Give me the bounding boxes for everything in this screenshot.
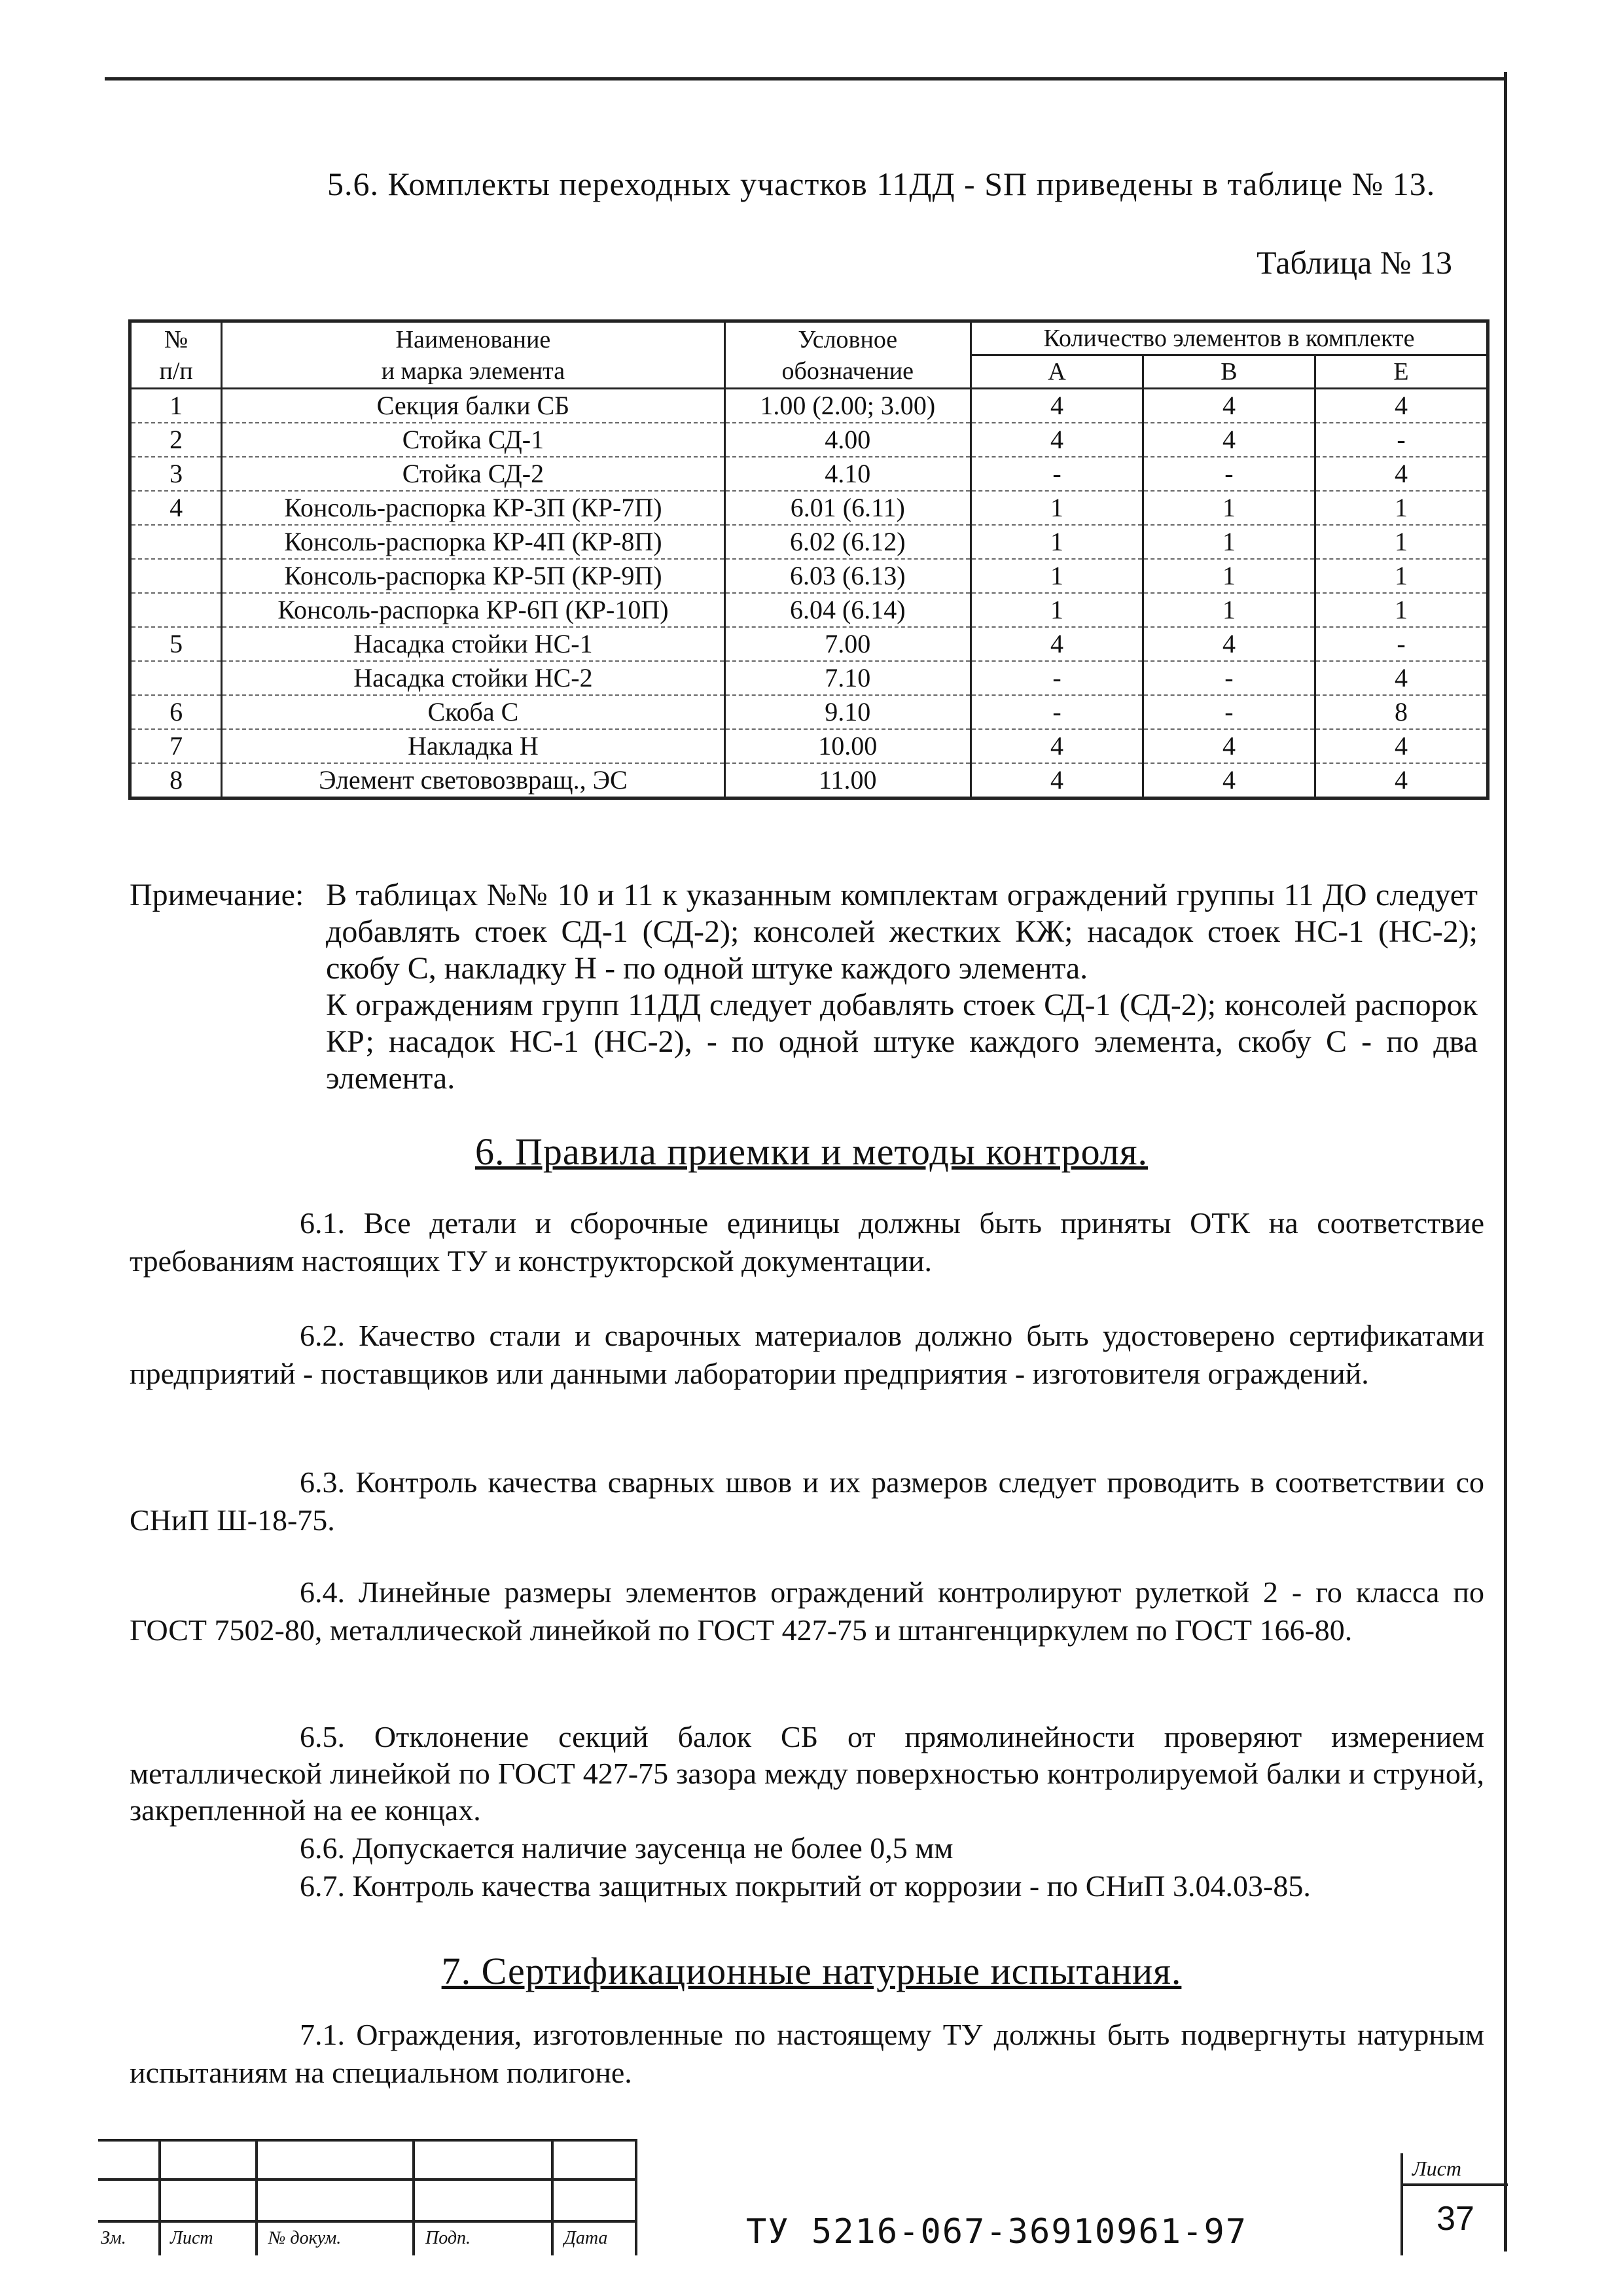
paragraph-7-1-text: Ограждения, изготовленные по настоящему ТУ должны быть подвергнуты натурным испытаниям на специальном полигоне. [130,2018,1484,2089]
row-name: Насадка стойки НС-2 [222,661,724,695]
paragraph-6-4-text: Линейные размеры элементов ограждений контролируют рулеткой 2 - го класса по ГОСТ 7502-80, металлической линейкой по ГОСТ 427-75 и штангенциркулем по ГОСТ 166-80. [130,1575,1484,1647]
row-qty-b: 1 [1143,559,1315,593]
paragraph-6-2-number: 6.2. [300,1319,345,1352]
row-number: 3 [130,457,222,491]
row-code: 6.04 (6.14) [724,593,971,627]
header-name [222,321,724,389]
row-qty-e: 4 [1315,389,1488,423]
paragraph-7-1 [130,2016,1484,2092]
paragraph-6-1-number: 6.1. [300,1206,345,1240]
paragraph-6-3-number: 6.3. [300,1465,345,1499]
row-qty-e: 1 [1315,491,1488,525]
paragraph-6-1 [130,1204,1484,1280]
table-row [130,695,1488,729]
stamp-col-change: Зм. [101,2228,126,2248]
table-row [130,389,1488,423]
row-name: Консоль-распорка КР-6П (КР-10П) [222,593,724,627]
row-qty-b: 1 [1143,525,1315,559]
row-qty-a: 4 [971,389,1143,423]
stamp-divider-3 [412,2139,415,2255]
stamp-divider-1 [158,2139,161,2255]
table-row [130,491,1488,525]
row-qty-a: 1 [971,491,1143,525]
table-row [130,525,1488,559]
paragraph-7-1-number: 7.1. [300,2018,345,2051]
row-qty-e: 4 [1315,457,1488,491]
paragraph-6-7 [130,1868,1484,1905]
row-number [130,593,222,627]
paragraph-6-7-text: 6.7. Контроль качества защитных покрытий от коррозии - по СНиП 3.04.03-85. [300,1869,1311,1903]
stamp-col-date: Дата [564,2228,608,2248]
section-6-title: 6. Правила приемки и методы контроля. [474,1130,1149,1173]
header-code-line2: обозначение [781,357,914,385]
paragraph-6-5-text: Отклонение секций балок СБ от прямолинейности проверяют измерением металлической линейкой по ГОСТ 427-75 зазора между поверхностью контролируемой балки и струной, закрепленной на ее концах. [130,1720,1484,1827]
row-qty-b: 4 [1143,763,1315,798]
intro-paragraph: 5.6. Комплекты переходных участков 11ДД - SП приведены в таблице № 13. [327,166,1436,202]
paragraph-6-5-number: 6.5. [300,1720,345,1753]
header-number-line2: п/п [159,357,193,385]
paragraph-6-5 [130,1719,1484,1829]
row-name: Консоль-распорка КР-5П (КР-9П) [222,559,724,593]
row-number [130,661,222,695]
header-number [130,321,222,389]
header-quantity: Количество элементов в комплекте [971,321,1488,355]
row-code: 7.10 [724,661,971,695]
header-col-a: А [971,355,1143,389]
row-code: 4.10 [724,457,971,491]
paragraph-6-6-text: 6.6. Допускается наличие заусенца не более 0,5 мм [300,1831,954,1865]
header-name-line1: Наименование [395,325,551,353]
row-qty-a: - [971,457,1143,491]
row-qty-e: 1 [1315,525,1488,559]
row-number: 1 [130,389,222,423]
sheet-number: 37 [1436,2200,1474,2238]
paragraph-6-2-text: Качество стали и сварочных материалов должно быть удостоверено сертификатами предприятий - поставщиков или данными лаборатории предприятия - изготовителя ограждений. [130,1319,1485,1390]
row-qty-b: 4 [1143,729,1315,763]
row-code: 6.01 (6.11) [724,491,971,525]
row-code: 10.00 [724,729,971,763]
stamp-col-sign: Подп. [425,2228,471,2248]
row-name: Насадка стойки НС-1 [222,627,724,661]
row-number [130,559,222,593]
paragraph-6-6 [130,1830,1484,1867]
row-qty-a: 4 [971,729,1143,763]
table-row [130,729,1488,763]
row-qty-a: - [971,695,1143,729]
row-qty-a: 1 [971,593,1143,627]
note-paragraph-2: К ограждениям групп 11ДД следует добавлять стоек СД-1 (СД-2); консолей распорок КР; насадок НС-1 (НС-2), - по одной штуке каждого элемента, скобу С - по два элемента. [326,988,1478,1096]
table-row [130,423,1488,457]
row-number: 2 [130,423,222,457]
row-qty-e: 1 [1315,559,1488,593]
row-qty-e: - [1315,627,1488,661]
row-name: Секция балки СБ [222,389,724,423]
row-qty-e: - [1315,423,1488,457]
stamp-divider-5 [635,2139,637,2255]
row-number: 6 [130,695,222,729]
table-row [130,763,1488,798]
row-name: Консоль-распорка КР-4П (КР-8П) [222,525,724,559]
row-name: Стойка СД-2 [222,457,724,491]
row-qty-e: 4 [1315,763,1488,798]
paragraph-6-3 [130,1463,1484,1539]
row-qty-e: 1 [1315,593,1488,627]
row-qty-a: 1 [971,559,1143,593]
table-row [130,593,1488,627]
row-qty-b: 1 [1143,491,1315,525]
row-qty-e: 4 [1315,729,1488,763]
sheet-label: Лист [1403,2153,1508,2186]
stamp-divider-2 [255,2139,258,2255]
row-qty-b: - [1143,457,1315,491]
paragraph-6-4 [130,1573,1484,1649]
paragraph-6-4-number: 6.4. [300,1575,345,1609]
row-qty-a: 4 [971,423,1143,457]
row-name: Скоба С [222,695,724,729]
table-caption: Таблица № 13 [1257,244,1453,281]
row-code: 7.00 [724,627,971,661]
header-col-e: Е [1315,355,1488,389]
sheet-number-box [1400,2153,1508,2255]
table-row [130,559,1488,593]
row-code: 6.03 (6.13) [724,559,971,593]
row-name: Элемент световозвращ., ЭС [222,763,724,798]
stamp-line-low [98,2220,635,2223]
row-qty-b: 4 [1143,627,1315,661]
row-qty-b: 4 [1143,389,1315,423]
header-col-b: В [1143,355,1315,389]
paragraph-6-3-text: Контроль качества сварных швов и их размеров следует проводить в соответствии со СНиП Ш-18-75. [130,1465,1485,1537]
table-body [130,389,1488,798]
row-qty-b: 4 [1143,423,1315,457]
stamp-line-top [98,2139,635,2142]
row-code: 9.10 [724,695,971,729]
stamp-line-mid [98,2178,635,2181]
kits-table [128,319,1489,800]
row-number: 7 [130,729,222,763]
table-row [130,661,1488,695]
stamp-col-docnum: № докум. [268,2228,342,2248]
row-qty-a: - [971,661,1143,695]
row-qty-b: - [1143,661,1315,695]
header-name-line2: и марка элемента [381,357,565,385]
note-paragraph-1: В таблицах №№ 10 и 11 к указанным комплектам ограждений группы 11 ДО следует добавлять стоек СД-1 (СД-2); консолей жестких КЖ; насадок стоек НС-1 (НС-2); скобу С, накладку Н - по одной штуке каждого элемента. [326,878,1478,986]
row-code: 6.02 (6.12) [724,525,971,559]
table-row [130,627,1488,661]
row-code: 11.00 [724,763,971,798]
row-number [130,525,222,559]
row-name: Стойка СД-1 [222,423,724,457]
header-code-line1: Условное [798,325,898,353]
row-qty-e: 8 [1315,695,1488,729]
row-qty-b: - [1143,695,1315,729]
row-number: 4 [130,491,222,525]
note-label: Примечание: [130,878,304,912]
note-block [130,877,1478,1097]
row-qty-a: 4 [971,763,1143,798]
row-name: Накладка Н [222,729,724,763]
row-qty-b: 1 [1143,593,1315,627]
row-qty-a: 1 [971,525,1143,559]
section-7-title: 7. Сертификационные натурные испытания. [441,1950,1182,1992]
header-code [724,321,971,389]
row-qty-e: 4 [1315,661,1488,695]
document-code: ТУ 5216-067-36910961-97 [746,2212,1248,2251]
header-number-line1: № [164,325,188,353]
row-number: 8 [130,763,222,798]
paragraph-6-1-text: Все детали и сборочные единицы должны быть приняты ОТК на соответствие требованиям настоящих ТУ и конструкторской документации. [130,1206,1484,1278]
stamp-col-sheet: Лист [170,2228,213,2248]
table-row [130,457,1488,491]
stamp-divider-4 [551,2139,554,2255]
page-frame-top-line [105,77,1505,81]
row-number: 5 [130,627,222,661]
row-code: 1.00 (2.00; 3.00) [724,389,971,423]
row-name: Консоль-распорка КР-3П (КР-7П) [222,491,724,525]
row-code: 4.00 [724,423,971,457]
paragraph-6-2 [130,1317,1484,1393]
row-qty-a: 4 [971,627,1143,661]
